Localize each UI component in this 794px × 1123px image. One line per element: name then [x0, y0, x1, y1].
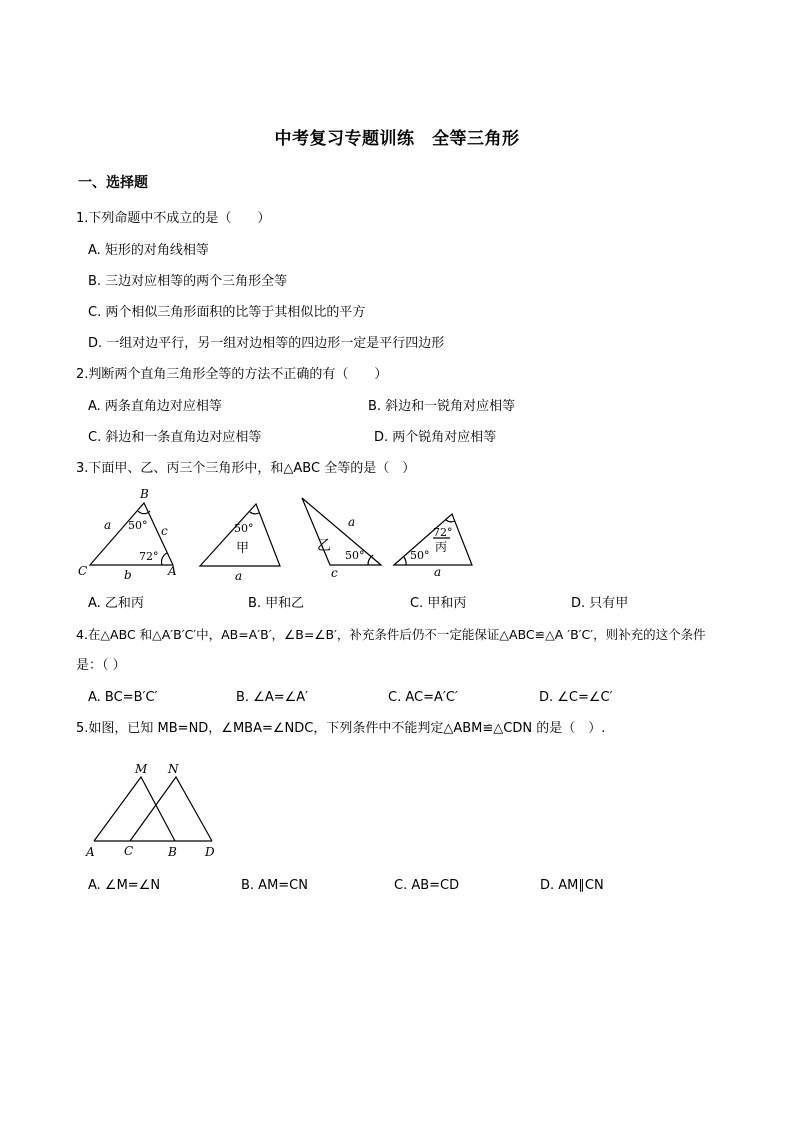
yi-side-a-label: a	[348, 515, 356, 529]
q5-option-d: D. AM∥CN	[540, 878, 604, 893]
angle-a-label: 72°	[139, 550, 159, 563]
label-d: D	[205, 845, 215, 859]
yi-side-c-label: c	[331, 566, 338, 580]
question-2-stem: 2.判断两个直角三角形全等的方法不正确的有（ ）	[76, 367, 388, 382]
section-heading: 一、选择题	[78, 175, 148, 191]
q2-option-c: C. 斜边和一条直角边对应相等	[88, 430, 262, 445]
q5-option-a: A. ∠M=∠N	[88, 878, 161, 893]
side-b-label: b	[124, 568, 132, 582]
angle-a-arc	[162, 553, 167, 565]
label-a: A	[86, 845, 95, 859]
bing-angle-left-arc	[404, 557, 406, 565]
q2-option-d: D. 两个锐角对应相等	[374, 430, 497, 445]
question-1-stem: 1.下列命题中不成立的是（ ）	[76, 211, 271, 226]
label-a: A	[168, 564, 177, 578]
label-c: C	[78, 564, 88, 578]
yi-name-label: 乙	[317, 538, 331, 554]
label-b: B	[168, 845, 177, 859]
triangle-abm	[94, 777, 175, 841]
label-m: M	[135, 762, 148, 776]
bing-name-label: 丙	[435, 540, 448, 554]
q4-option-a: A. BC=B′C′	[88, 690, 158, 705]
side-c-label: c	[161, 524, 168, 538]
yi-angle-label: 50°	[345, 549, 365, 562]
question-3-figure	[74, 484, 474, 584]
question-4-stem-line1: 4.在△ABC 和△A′B′C′中，AB=A′B′，∠B=∠B′，补充条件后仍不一定能保证△ABC≌△A ′B′C′，则补充的这个条件	[76, 627, 706, 642]
angle-b-label: 50°	[128, 519, 148, 532]
q1-option-d: D. 一组对边平行，另一组对边相等的四边形一定是平行四边形	[88, 336, 445, 351]
label-n: N	[168, 762, 179, 776]
question-3-stem: 3.下面甲、乙、丙三个三角形中，和△ABC 全等的是（ ）	[76, 461, 416, 476]
q3-option-a: A. 乙和丙	[88, 596, 144, 611]
jia-name-label: 甲	[236, 541, 250, 556]
question-4-stem-line2: 是：（ ）	[76, 658, 126, 673]
q3-option-d: D. 只有甲	[571, 596, 629, 611]
bing-angle-top-arc	[446, 520, 455, 522]
q1-option-b: B. 三边对应相等的两个三角形全等	[88, 274, 288, 289]
q4-option-c: C. AC=A′C′	[388, 690, 458, 705]
side-a-label: a	[104, 518, 112, 532]
jia-angle-label: 50°	[234, 522, 254, 535]
q4-option-b: B. ∠A=∠A′	[236, 690, 309, 705]
q2-option-a: A. 两条直角边对应相等	[88, 399, 222, 414]
jia-angle-arc	[250, 512, 259, 514]
bing-angle-left-label: 50°	[410, 549, 430, 562]
q3-option-b: B. 甲和乙	[248, 596, 305, 611]
triangle-yi	[302, 498, 381, 565]
jia-side-label: a	[235, 569, 243, 583]
bing-side-label: a	[434, 565, 442, 579]
q5-option-b: B. AM=CN	[241, 878, 308, 893]
bing-angle-top-label: 72°	[433, 526, 453, 539]
label-c: C	[124, 844, 134, 858]
label-b: B	[140, 487, 149, 501]
q4-option-d: D. ∠C=∠C′	[539, 690, 613, 705]
triangle-cdn	[130, 777, 212, 841]
q1-option-a: A. 矩形的对角线相等	[88, 243, 209, 258]
q3-option-c: C. 甲和丙	[410, 596, 467, 611]
page-title: 中考复习专题训练 全等三角形	[274, 129, 520, 149]
q1-option-c: C. 两个相似三角形面积的比等于其相似比的平方	[88, 305, 366, 320]
q2-option-b: B. 斜边和一锐角对应相等	[368, 399, 516, 414]
triangle-bing	[394, 514, 472, 565]
triangle-jia	[200, 504, 280, 566]
yi-angle-arc	[368, 555, 373, 565]
question-5-figure	[80, 758, 230, 863]
question-5-stem: 5.如图，已知 MB=ND，∠MBA=∠NDC，下列条件中不能判定△ABM≌△CDN 的是（ ）.	[76, 721, 606, 736]
q5-option-c: C. AB=CD	[394, 878, 460, 893]
